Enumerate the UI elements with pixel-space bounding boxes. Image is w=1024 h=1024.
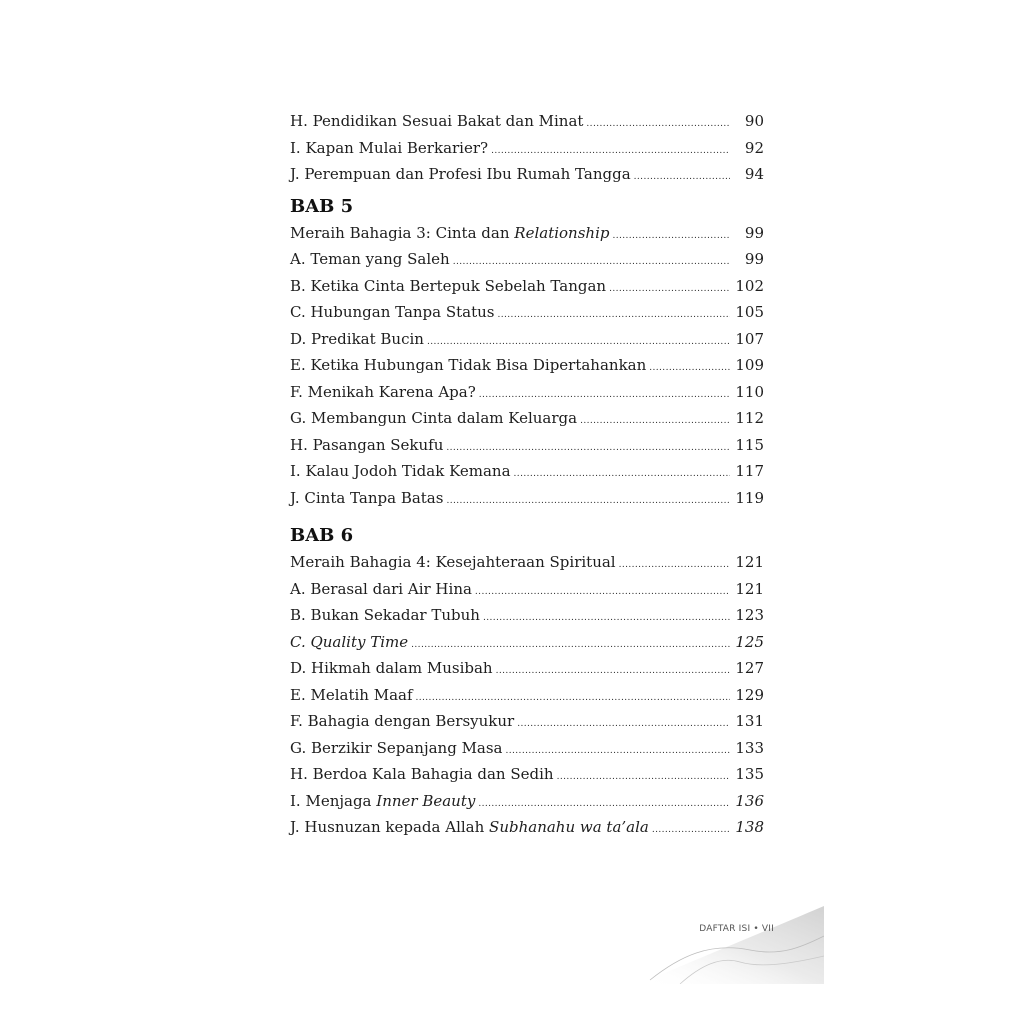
toc-entry-title xyxy=(290,708,514,735)
toc-entry xyxy=(290,576,764,603)
decorative-footer-art xyxy=(640,906,824,984)
toc-entry xyxy=(290,814,764,841)
toc-entry xyxy=(290,549,764,576)
chapter-heading: BAB 5 xyxy=(290,195,354,217)
toc-entry-title-text: C. Hubungan Tanpa Status xyxy=(290,303,495,321)
toc-page-number: 94 xyxy=(744,165,764,183)
toc-page-number: 121 xyxy=(735,579,764,598)
dot-leader xyxy=(609,276,730,303)
toc-entry-title xyxy=(290,814,649,841)
toc-entry-title-text: G. Membangun Cinta dalam Keluarga xyxy=(290,409,578,427)
toc-page-number: 119 xyxy=(735,488,764,507)
toc-entry xyxy=(290,273,764,300)
dot-leader xyxy=(483,605,730,632)
dot-leader xyxy=(634,164,730,191)
toc-entry xyxy=(290,161,764,188)
toc-entry-title xyxy=(290,161,631,188)
toc-entry-title xyxy=(290,485,443,512)
dot-leader xyxy=(498,302,730,329)
toc-entry-title-italic: Inner Beauty xyxy=(376,791,476,810)
dot-leader xyxy=(652,817,730,844)
toc-entry xyxy=(290,135,764,162)
toc-entry-title-text: I. Kalau Jodoh Tidak Kemana xyxy=(290,462,511,480)
toc-entry-title-text: D. Hikmah dalam Musibah xyxy=(290,659,493,677)
chapter-heading: BAB 6 xyxy=(290,525,354,546)
toc-page-number: 112 xyxy=(735,409,764,427)
toc-page-number: 125 xyxy=(735,632,764,651)
toc-entry xyxy=(290,655,764,682)
toc-entry-title-text: A. Berasal dari Air Hina xyxy=(290,579,472,598)
toc-entry-title xyxy=(290,352,646,379)
toc-entry xyxy=(290,352,764,379)
toc-entry-title xyxy=(290,655,493,682)
dot-leader xyxy=(496,658,730,685)
toc-entry-title xyxy=(290,761,554,788)
toc-entry-title xyxy=(290,788,475,815)
toc-entry-title xyxy=(290,246,450,273)
toc-entry-title xyxy=(290,432,443,459)
toc-entry xyxy=(290,405,764,432)
dot-leader xyxy=(475,579,730,606)
toc-entry xyxy=(290,708,764,735)
toc-entry-title-text: E. Melatih Maaf xyxy=(290,685,413,704)
toc-entry-title-text: B. Bukan Sekadar Tubuh xyxy=(290,606,480,624)
toc-entry xyxy=(290,326,764,353)
dot-leader xyxy=(586,111,730,138)
toc-entry-title-text: B. Ketika Cinta Bertepuk Sebelah Tangan xyxy=(290,276,607,295)
toc-entry-title-text: H. Pasangan Sekufu xyxy=(290,435,444,454)
toc-entry xyxy=(290,379,764,406)
toc-entry-title-italic: Subhanahu wa ta’ala xyxy=(489,818,649,836)
toc-page-number: 138 xyxy=(735,818,764,836)
toc-entry xyxy=(290,246,764,273)
toc-entry-title-text: J. Perempuan dan Profesi Ibu Rumah Tangga xyxy=(290,165,631,183)
toc-entry-title-text: E. Ketika Hubungan Tidak Bisa Dipertahankan xyxy=(290,356,647,374)
dot-leader xyxy=(619,552,730,579)
dot-leader xyxy=(557,764,730,791)
toc-entry-title xyxy=(290,326,424,353)
toc-page-number: 117 xyxy=(735,462,764,480)
toc-page-number: 105 xyxy=(735,303,764,321)
toc-entry-title-text: J. Husnuzan kepada Allah xyxy=(290,818,490,836)
toc-entry-title-text: F. Bahagia dengan Bersyukur xyxy=(290,712,515,730)
toc-entry-title-text: G. Berzikir Sepanjang Masa xyxy=(290,738,503,757)
toc-page-number: 121 xyxy=(735,553,764,571)
toc-page-number: 92 xyxy=(744,138,764,157)
toc-page-number: 99 xyxy=(744,250,764,268)
toc-entry-title-text: H. Berdoa Kala Bahagia dan Sedih xyxy=(290,765,554,783)
dot-leader xyxy=(580,408,730,435)
toc-entry-title-italic: Relationship xyxy=(514,223,610,242)
toc-page-number: 107 xyxy=(735,329,764,348)
toc-entry-title xyxy=(290,299,495,326)
toc-entry-title xyxy=(290,682,413,709)
toc-page-number: 102 xyxy=(735,276,764,295)
toc-entry-title-text: I. Menjaga xyxy=(290,791,377,810)
toc-entry xyxy=(290,220,764,247)
toc-page-number: 127 xyxy=(735,659,764,677)
toc-entry xyxy=(290,602,764,629)
toc-entry-title-text: A. Teman yang Saleh xyxy=(290,250,450,268)
toc-entry-title-text: J. Cinta Tanpa Batas xyxy=(290,488,444,507)
toc-entry-title xyxy=(290,735,503,762)
toc-entry xyxy=(290,629,764,656)
toc-page-number: 129 xyxy=(735,685,764,704)
toc-entry xyxy=(290,299,764,326)
toc-entry xyxy=(290,108,764,135)
toc-entry-title-text: Meraih Bahagia 3: Cinta dan xyxy=(290,223,515,242)
toc-page-number: 90 xyxy=(744,112,764,130)
dot-leader xyxy=(514,461,730,488)
toc-page-number: 99 xyxy=(744,223,764,242)
toc-entry-title xyxy=(290,379,476,406)
toc-page-number: 109 xyxy=(735,356,764,374)
toc-entry-title xyxy=(290,135,488,162)
toc-entry-title xyxy=(290,602,480,629)
toc-entry-title xyxy=(290,576,472,603)
toc-page-number: 133 xyxy=(735,738,764,757)
toc-page-number: 110 xyxy=(735,382,764,401)
toc-page-number: 136 xyxy=(735,791,764,810)
running-footer: DAFTAR ISI • VII xyxy=(699,924,774,934)
toc-entry-title xyxy=(290,458,511,485)
toc-entry-title xyxy=(290,273,606,300)
toc-entry-title-text: D. Predikat Bucin xyxy=(290,329,424,348)
dot-leader xyxy=(446,488,730,515)
toc-entry-title-text: H. Pendidikan Sesuai Bakat dan Minat xyxy=(290,112,584,130)
toc-page-number: 123 xyxy=(735,606,764,624)
toc-entry xyxy=(290,485,764,512)
toc-entry-title xyxy=(290,108,583,135)
toc-entry-title xyxy=(290,549,616,576)
table-of-contents xyxy=(290,108,764,841)
toc-page-number: 131 xyxy=(735,712,764,730)
toc-page-number: 135 xyxy=(735,765,764,783)
toc-entry-title-text: I. Kapan Mulai Berkarier? xyxy=(290,138,489,157)
toc-entry-title-italic: C. Quality Time xyxy=(290,632,409,651)
toc-entry xyxy=(290,735,764,762)
toc-entry xyxy=(290,682,764,709)
toc-entry xyxy=(290,432,764,459)
toc-entry xyxy=(290,788,764,815)
toc-entry-title-text: F. Menikah Karena Apa? xyxy=(290,382,476,401)
toc-entry xyxy=(290,761,764,788)
toc-entry xyxy=(290,458,764,485)
toc-entry-title-text: Meraih Bahagia 4: Kesejahteraan Spiritual xyxy=(290,553,616,571)
dot-leader xyxy=(649,355,730,382)
dot-leader xyxy=(612,223,730,250)
toc-entry-title xyxy=(290,220,609,247)
toc-entry-title xyxy=(290,629,408,656)
toc-page-number: 115 xyxy=(735,435,764,454)
dot-leader xyxy=(517,711,730,738)
toc-entry-title xyxy=(290,405,577,432)
